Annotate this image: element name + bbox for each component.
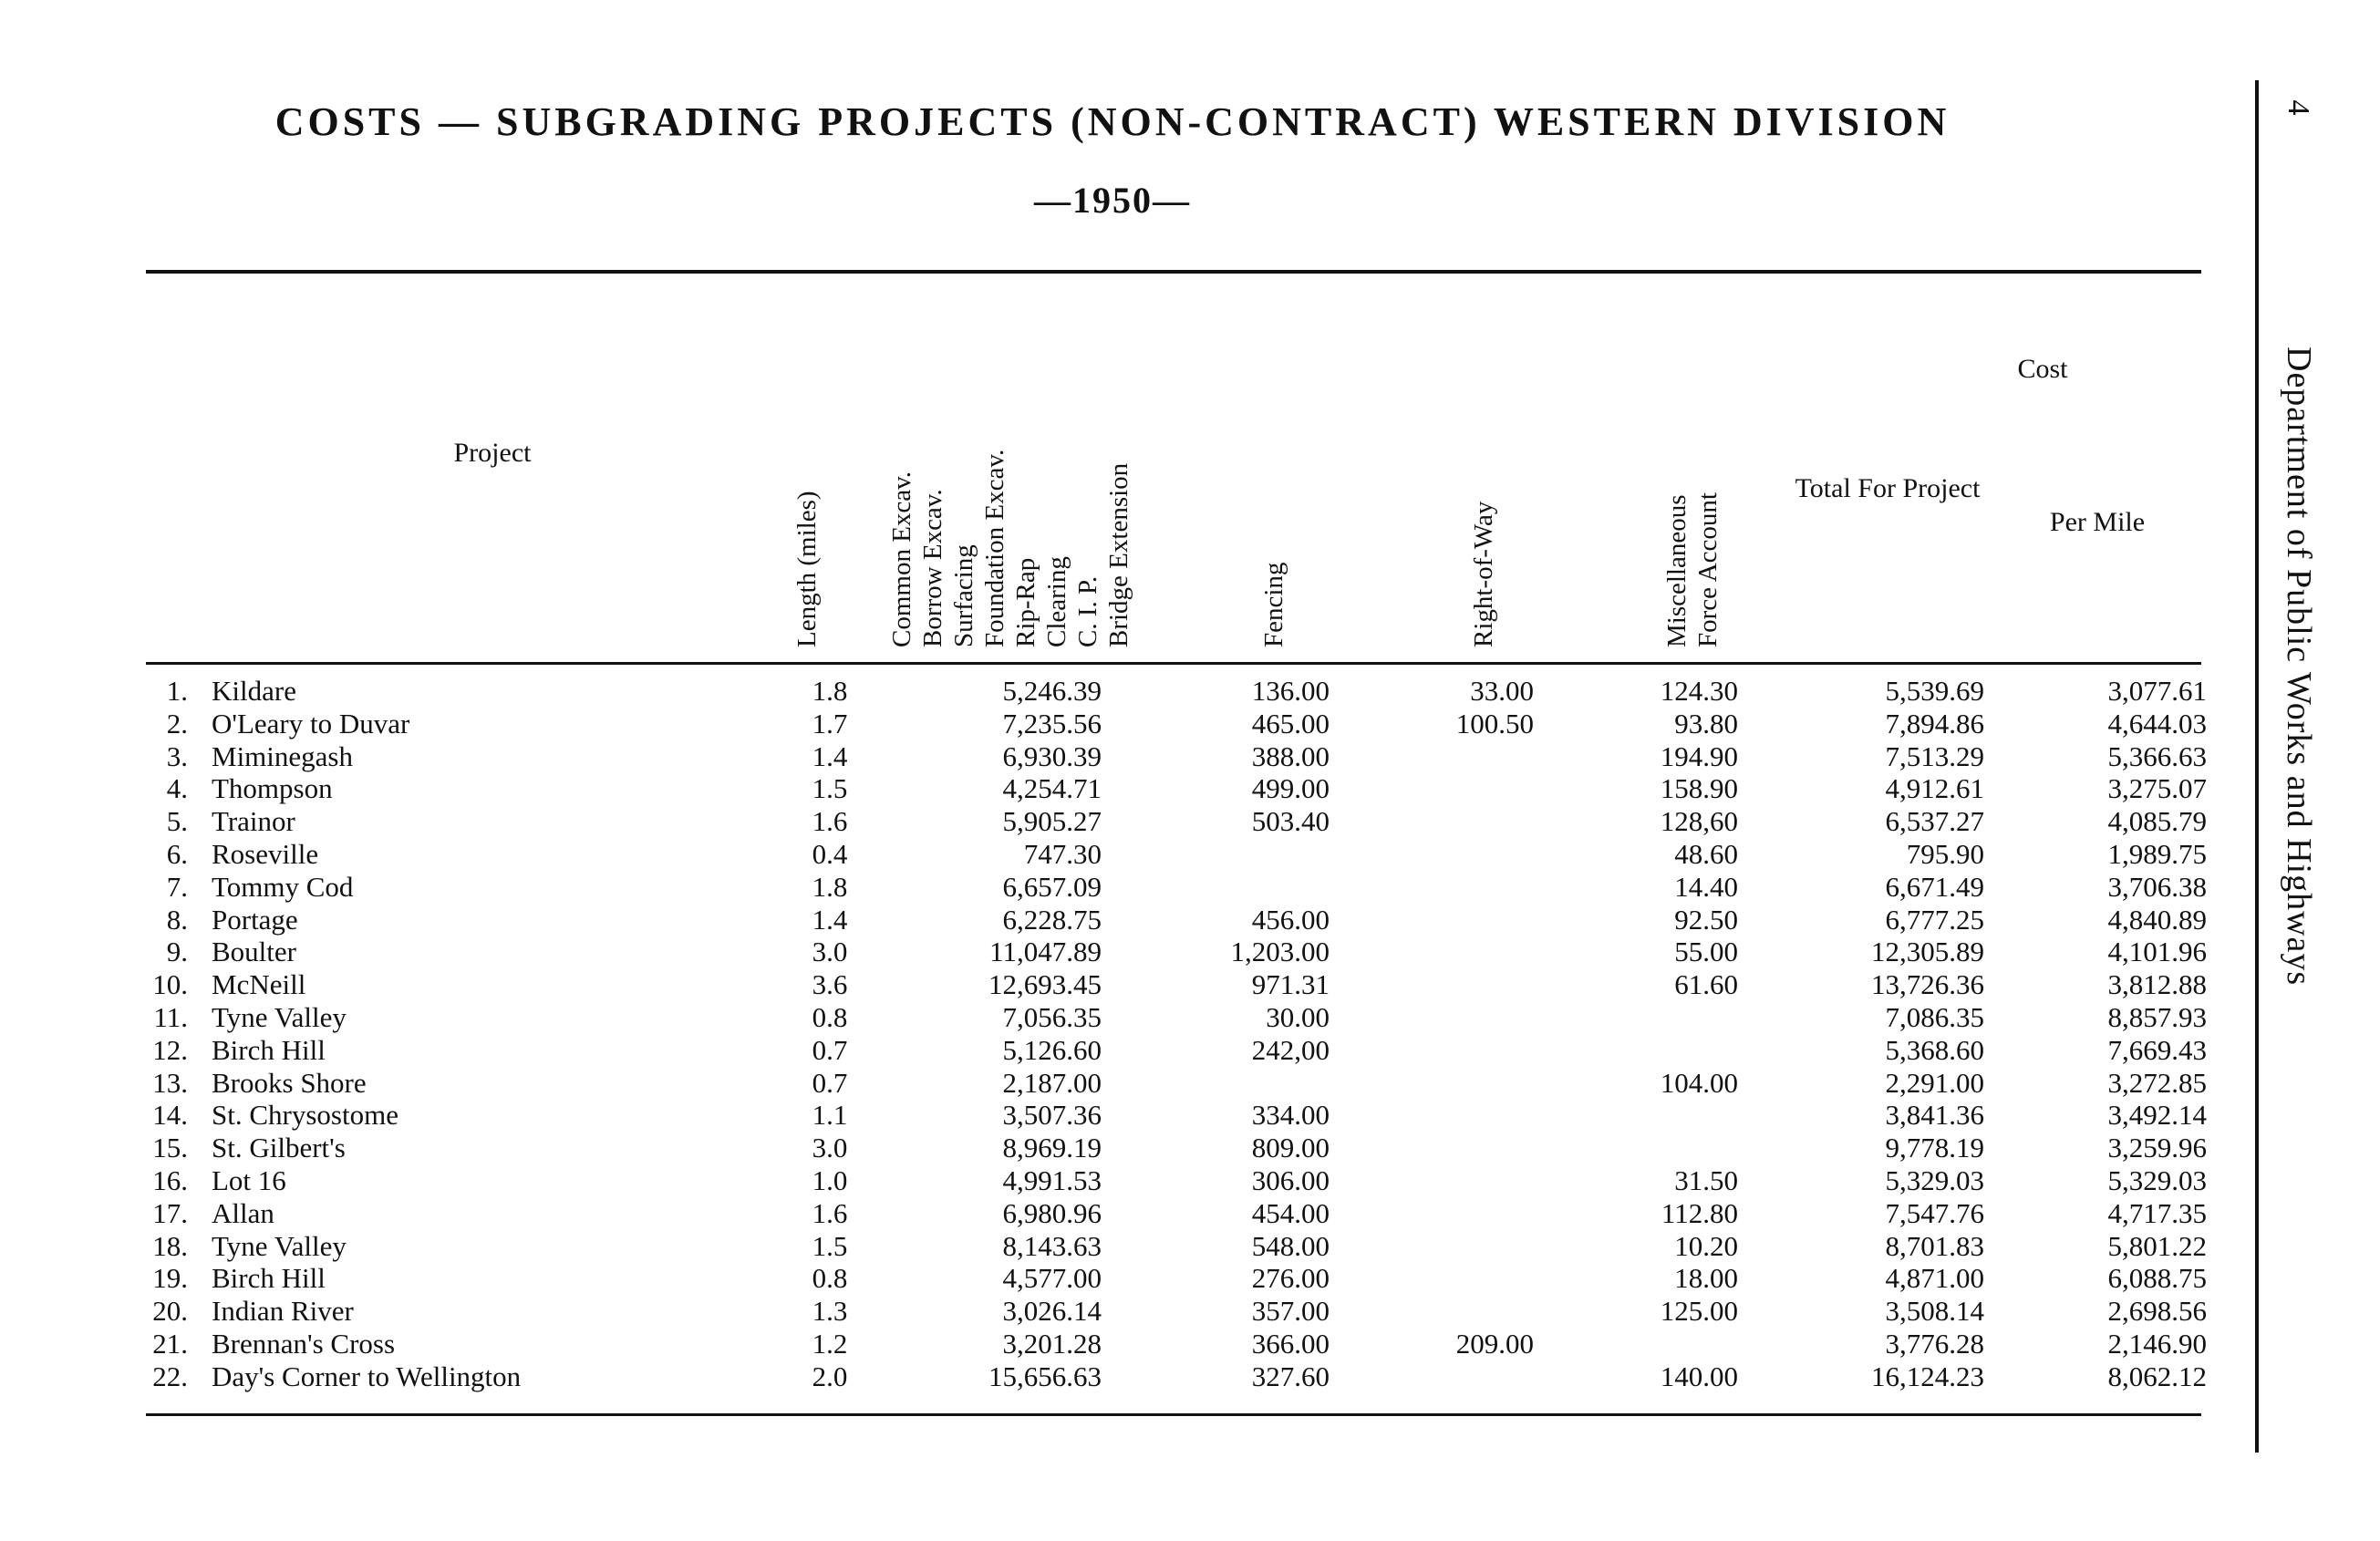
project-name: Trainor [212, 805, 295, 838]
excavation-value: 3,026.14 [1002, 1295, 1102, 1328]
fencing-value: 334.00 [1251, 1099, 1330, 1132]
table-row [0, 740, 2380, 773]
per-mile-value: 4,840.89 [2107, 903, 2207, 936]
total-value: 2,291.00 [1885, 1066, 1984, 1099]
excavation-value: 4,577.00 [1002, 1262, 1102, 1295]
total-value: 6,537.27 [1885, 805, 1984, 838]
misc-value: 93.80 [1674, 707, 1738, 739]
header-per-mile: Per Mile [2049, 507, 2146, 537]
project-name: Thompson [212, 772, 333, 805]
row-number: 4. [166, 772, 188, 805]
excavation-value: 11,047.89 [989, 936, 1102, 968]
table-row [0, 968, 2380, 1001]
row-number: 21. [152, 1328, 188, 1360]
project-name: Kildare [212, 675, 296, 707]
misc-value: 124.30 [1660, 675, 1738, 707]
misc-value: 10.20 [1674, 1229, 1738, 1262]
misc-value: 104.00 [1660, 1066, 1738, 1099]
row-number: 19. [152, 1262, 188, 1295]
project-name: Tyne Valley [212, 1001, 347, 1033]
page-title: COSTS — SUBGRADING PROJECTS (NON-CONTRACT) WESTERN DIVISION [274, 99, 1951, 144]
table-row [0, 1067, 2380, 1100]
department-label: Department of Public Works and Highways [2280, 346, 2318, 987]
row-number: 17. [152, 1196, 188, 1229]
per-mile-value: 3,812.88 [2107, 968, 2207, 1001]
right-of-way-value: 33.00 [1470, 675, 1534, 707]
per-mile-value: 5,801.22 [2107, 1229, 2207, 1262]
table-row [0, 805, 2380, 838]
right-of-way-value: 209.00 [1455, 1328, 1534, 1360]
misc-value: 92.50 [1674, 903, 1738, 936]
header-excavation-line: Bridge Extension [1104, 462, 1133, 647]
header-excavation-line: Borrow Excav. [918, 489, 947, 647]
per-mile-value: 5,366.63 [2107, 739, 2207, 772]
table-row [0, 1164, 2380, 1197]
length-value: 1.4 [812, 903, 848, 936]
total-value: 6,777.25 [1885, 903, 1984, 936]
row-number: 1. [166, 675, 188, 707]
excavation-value: 5,126.60 [1002, 1033, 1102, 1066]
row-number: 8. [166, 903, 188, 936]
page-number: 4 [2282, 99, 2315, 116]
per-mile-value: 8,857.93 [2107, 1001, 2207, 1033]
header-excavation-line: C. I. P. [1073, 575, 1102, 647]
right-of-way-value: 100.50 [1455, 707, 1534, 739]
header-length [792, 491, 823, 647]
excavation-value: 8,143.63 [1002, 1229, 1102, 1262]
per-mile-value: 2,698.56 [2107, 1295, 2207, 1328]
table-row [0, 1295, 2380, 1328]
row-number: 6. [166, 838, 188, 870]
project-name: Brennan's Cross [212, 1328, 396, 1360]
total-value: 4,871.00 [1885, 1262, 1984, 1295]
excavation-value: 5,246.39 [1002, 675, 1102, 707]
total-value: 7,894.86 [1885, 707, 1984, 739]
table-row [0, 904, 2380, 936]
length-value: 0.8 [812, 1001, 848, 1033]
misc-value: 128,60 [1660, 805, 1738, 838]
fencing-value: 454.00 [1251, 1196, 1330, 1229]
total-value: 5,539.69 [1885, 675, 1984, 707]
excavation-value: 3,201.28 [1002, 1328, 1102, 1360]
top-rule [146, 270, 2201, 274]
total-value: 8,701.83 [1885, 1229, 1984, 1262]
fencing-value: 136.00 [1251, 675, 1330, 707]
length-value: 3.0 [812, 936, 848, 968]
excavation-value: 12,693.45 [988, 968, 1102, 1001]
row-number: 2. [166, 707, 188, 739]
row-number: 5. [166, 805, 188, 838]
total-value: 7,513.29 [1885, 739, 1984, 772]
excavation-value: 6,228.75 [1002, 903, 1102, 936]
excavation-value: 8,969.19 [1002, 1132, 1102, 1164]
length-value: 1.5 [812, 1229, 848, 1262]
project-name: Allan [212, 1196, 274, 1229]
project-name: Boulter [212, 936, 296, 968]
per-mile-value: 5,329.03 [2107, 1164, 2207, 1196]
length-value: 1.6 [812, 1196, 848, 1229]
project-name: Birch Hill [212, 1033, 326, 1066]
total-value: 3,776.28 [1885, 1328, 1984, 1360]
table-row [0, 1328, 2380, 1360]
header-excavation [886, 450, 1134, 647]
header-excavation-line: Common Excav. [887, 471, 916, 647]
per-mile-value: 4,717.35 [2107, 1196, 2207, 1229]
per-mile-value: 1,989.75 [2107, 838, 2207, 870]
fencing-value: 971.31 [1251, 968, 1330, 1001]
table-row [0, 1360, 2380, 1393]
total-value: 12,305.89 [1871, 936, 1984, 968]
per-mile-value: 4,085.79 [2107, 805, 2207, 838]
total-value: 6,671.49 [1885, 870, 1984, 903]
row-number: 14. [152, 1099, 188, 1132]
project-name: O'Leary to Duvar [212, 707, 410, 739]
length-value: 0.4 [812, 838, 848, 870]
table-row [0, 708, 2380, 740]
total-value: 7,086.35 [1885, 1001, 1984, 1033]
fencing-value: 503.40 [1251, 805, 1330, 838]
header-length-label: Length (miles) [792, 491, 822, 647]
length-value: 1.0 [812, 1164, 848, 1196]
table-row [0, 772, 2380, 805]
length-value: 1.5 [812, 772, 848, 805]
header-total-for-project: Total For Project [1795, 473, 1981, 503]
total-value: 16,124.23 [1871, 1360, 1984, 1392]
project-name: Roseville [212, 838, 319, 870]
row-number: 22. [152, 1360, 188, 1392]
header-excavation-line: Rip-Rap [1011, 557, 1040, 647]
fencing-value: 809.00 [1251, 1132, 1330, 1164]
length-value: 3.6 [812, 968, 848, 1001]
excavation-value: 5,905.27 [1002, 805, 1102, 838]
table-row [0, 1001, 2380, 1034]
header-right-of-way-label: Right-of-Way [1469, 501, 1498, 647]
fencing-value: 465.00 [1251, 707, 1330, 739]
length-value: 1.8 [812, 870, 848, 903]
excavation-value: 7,056.35 [1002, 1001, 1102, 1033]
table-row [0, 1262, 2380, 1295]
project-name: Birch Hill [212, 1262, 326, 1295]
misc-value: 194.90 [1660, 739, 1738, 772]
misc-value: 140.00 [1660, 1360, 1738, 1392]
project-name: Lot 16 [212, 1164, 286, 1196]
length-value: 1.8 [812, 675, 848, 707]
total-value: 3,841.36 [1885, 1099, 1984, 1132]
per-mile-value: 3,275.07 [2107, 772, 2207, 805]
length-value: 2.0 [812, 1360, 848, 1392]
total-value: 7,547.76 [1885, 1196, 1984, 1229]
length-value: 0.7 [812, 1033, 848, 1066]
length-value: 0.8 [812, 1262, 848, 1295]
misc-value: 55.00 [1674, 936, 1738, 968]
length-value: 1.1 [812, 1099, 848, 1132]
misc-value: 125.00 [1660, 1295, 1738, 1328]
header-project: Project [453, 438, 532, 468]
excavation-value: 4,254.71 [1002, 772, 1102, 805]
table-row [0, 675, 2380, 708]
table-row [0, 838, 2380, 871]
excavation-value: 6,930.39 [1002, 739, 1102, 772]
header-excavation-line: Foundation Excav. [980, 449, 1009, 647]
per-mile-value: 3,492.14 [2107, 1099, 2207, 1132]
misc-value: 14.40 [1674, 870, 1738, 903]
length-value: 1.2 [812, 1328, 848, 1360]
excavation-value: 6,657.09 [1002, 870, 1102, 903]
fencing-value: 1,203.00 [1230, 936, 1330, 968]
header-miscellaneous [1661, 492, 1723, 647]
total-value: 5,329.03 [1885, 1164, 1984, 1196]
table-row [0, 1132, 2380, 1164]
total-value: 13,726.36 [1871, 968, 1984, 1001]
project-name: St. Gilbert's [212, 1132, 346, 1164]
length-value: 1.6 [812, 805, 848, 838]
fencing-value: 388.00 [1251, 739, 1330, 772]
row-number: 16. [152, 1164, 188, 1196]
row-number: 15. [152, 1132, 188, 1164]
row-number: 7. [166, 870, 188, 903]
misc-value: 18.00 [1674, 1262, 1738, 1295]
per-mile-value: 3,706.38 [2107, 870, 2207, 903]
project-name: McNeill [212, 968, 306, 1001]
per-mile-value: 7,669.43 [2107, 1033, 2207, 1066]
total-value: 795.90 [1906, 838, 1984, 870]
misc-value: 112.80 [1661, 1196, 1738, 1229]
header-excavation-line: Surfacing [949, 544, 978, 647]
length-value: 3.0 [812, 1132, 848, 1164]
row-number: 11. [153, 1001, 188, 1033]
project-name: Tommy Cod [212, 870, 354, 903]
header-excavation-line: Clearing [1042, 556, 1071, 647]
excavation-value: 7,235.56 [1002, 707, 1102, 739]
row-number: 13. [152, 1066, 188, 1099]
excavation-value: 4,991.53 [1002, 1164, 1102, 1196]
row-number: 9. [166, 936, 188, 968]
excavation-value: 747.30 [1023, 838, 1102, 870]
header-misc-line: Force Account [1693, 492, 1723, 647]
per-mile-value: 3,259.96 [2107, 1132, 2207, 1164]
table-row [0, 1099, 2380, 1132]
row-number: 20. [152, 1295, 188, 1328]
total-value: 3,508.14 [1885, 1295, 1984, 1328]
header-cost: Cost [2017, 354, 2068, 384]
misc-value: 61.60 [1674, 968, 1738, 1001]
total-value: 4,912.61 [1885, 772, 1984, 805]
excavation-value: 2,187.00 [1002, 1066, 1102, 1099]
row-number: 12. [152, 1033, 188, 1066]
table-row [0, 1197, 2380, 1230]
fencing-value: 548.00 [1251, 1229, 1330, 1262]
table-row [0, 1034, 2380, 1067]
project-name: St. Chrysostome [212, 1099, 398, 1132]
fencing-value: 327.60 [1251, 1360, 1330, 1392]
misc-value: 48.60 [1674, 838, 1738, 870]
per-mile-value: 3,272.85 [2107, 1066, 2207, 1099]
per-mile-value: 8,062.12 [2107, 1360, 2207, 1392]
per-mile-value: 6,088.75 [2107, 1262, 2207, 1295]
bottom-rule [146, 1413, 2201, 1416]
length-value: 0.7 [812, 1066, 848, 1099]
per-mile-value: 3,077.61 [2107, 675, 2207, 707]
table-row [0, 936, 2380, 968]
length-value: 1.3 [812, 1295, 848, 1328]
header-fencing [1258, 563, 1289, 647]
excavation-value: 15,656.63 [988, 1360, 1102, 1392]
project-name: Indian River [212, 1295, 354, 1328]
excavation-value: 6,980.96 [1002, 1196, 1102, 1229]
fencing-value: 456.00 [1251, 903, 1330, 936]
total-value: 9,778.19 [1885, 1132, 1984, 1164]
total-value: 5,368.60 [1885, 1033, 1984, 1066]
misc-value: 158.90 [1660, 772, 1738, 805]
project-name: Day's Corner to Wellington [212, 1360, 522, 1392]
fencing-value: 276.00 [1251, 1262, 1330, 1295]
project-name: Tyne Valley [212, 1229, 347, 1262]
length-value: 1.7 [812, 707, 848, 739]
fencing-value: 306.00 [1251, 1164, 1330, 1196]
misc-value: 31.50 [1674, 1164, 1738, 1196]
table-row [0, 871, 2380, 904]
header-misc-line: Miscellaneous [1662, 494, 1692, 647]
table-row [0, 1230, 2380, 1263]
fencing-value: 366.00 [1251, 1328, 1330, 1360]
fencing-value: 357.00 [1251, 1295, 1330, 1328]
fencing-value: 499.00 [1251, 772, 1330, 805]
length-value: 1.4 [812, 739, 848, 772]
excavation-value: 3,507.36 [1002, 1099, 1102, 1132]
header-rule [146, 662, 2201, 665]
project-name: Miminegash [212, 739, 353, 772]
header-fencing-label: Fencing [1259, 562, 1288, 647]
fencing-value: 242,00 [1251, 1033, 1330, 1066]
per-mile-value: 2,146.90 [2107, 1328, 2207, 1360]
per-mile-value: 4,644.03 [2107, 707, 2207, 739]
row-number: 10. [152, 968, 188, 1001]
project-name: Portage [212, 903, 298, 936]
project-name: Brooks Shore [212, 1066, 367, 1099]
row-number: 18. [152, 1229, 188, 1262]
fencing-value: 30.00 [1266, 1001, 1330, 1033]
row-number: 3. [166, 739, 188, 772]
per-mile-value: 4,101.96 [2107, 936, 2207, 968]
header-right-of-way [1468, 502, 1499, 647]
page-subtitle: —1950— [1034, 180, 1191, 221]
